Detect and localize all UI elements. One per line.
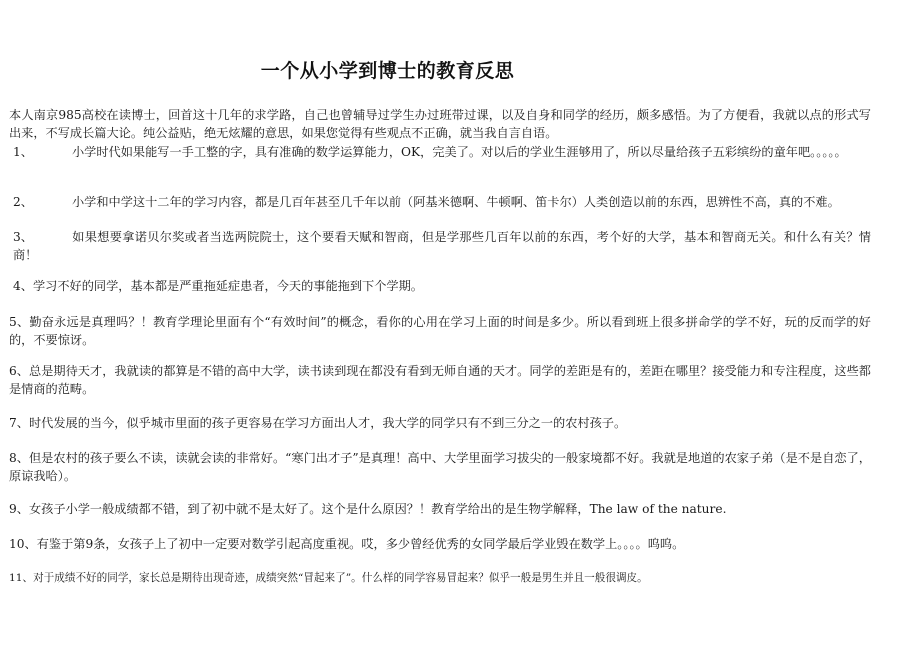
item-number: 7、 (9, 416, 29, 430)
item-number: 9、 (9, 502, 29, 516)
item-text: 时代发展的当今，似乎城市里面的孩子更容易在学习方面出人才，我大学的同学只有不到三分之一的农村孩子。 (28, 416, 627, 430)
item-text: 女孩子小学一般成绩都不错，到了初中就不是太好了。这个是什么原因？！教育学给出的是生物学解释，The law of the nature. (28, 502, 727, 516)
list-item (9, 500, 871, 518)
list-item (9, 535, 871, 553)
item-text: 有鉴于第9条，女孩子上了初中一定要对数学引起高度重视。哎，多少曾经优秀的女同学最后学业毁在数学上。。。。呜呜。 (36, 537, 685, 551)
item-text: 对于成绩不好的同学，家长总是期待出现奇迹，成绩突然“冒起来了”。什么样的同学容易冒起来？似乎一般是男生并且一般很调皮。 (33, 572, 648, 584)
list-item (9, 313, 871, 349)
list-item (9, 362, 871, 398)
item-number: 11、 (9, 572, 34, 584)
list-item (9, 414, 871, 432)
document-title: 一个从小学到博士的教育反思 (260, 60, 515, 82)
list-item (13, 228, 871, 264)
list-item (9, 569, 871, 587)
list-item (13, 143, 871, 161)
item-number: 4、 (13, 279, 33, 293)
item-text: 总是期待天才，我就读的都算是不错的高中大学，读书读到现在都没有看到无师自通的天才。同学的差距是有的，差距在哪里？接受能力和专注程度，这些都是情商的范畴。 (9, 364, 871, 396)
item-text: 但是农村的孩子要么不读，读就会读的非常好。“寒门出才子”是真理！高中、大学里面学习拔尖的一般家境都不好。我就是地道的农家子弟（是不是自恋了，原谅我哈）。 (9, 451, 871, 483)
item-text: 小学和中学这十二年的学习内容，都是几百年甚至几千年以前（阿基米德啊、牛顿啊、笛卡尔）人类创造以前的东西，思辨性不高，真的不难。 (72, 195, 840, 209)
list-item (13, 277, 871, 295)
list-item (9, 449, 871, 485)
intro-paragraph: 本人南京985高校在读博士，回首这十几年的求学路，自己也曾辅导过学生办过班带过课，以及自身和同学的经历，颇多感悟。为了方便看，我就以点的形式写出来，不写成长篇大论。纯公益贴，绝无炫耀的意思，如果您觉得有些观点不正确，就当我自言自语。 (9, 108, 871, 140)
item-number: 8、 (9, 451, 29, 465)
item-number: 5、 (9, 315, 30, 329)
item-text: 如果想要拿诺贝尔奖或者当选两院院士，这个要看天赋和智商，但是学那些几百年以前的东西，考个好的大学，基本和智商无关。和什么有关？情商！ (13, 230, 871, 262)
item-number: 2、 (13, 195, 33, 209)
list-item (13, 193, 871, 211)
item-number: 6、 (9, 364, 29, 378)
item-text: 小学时代如果能写一手工整的字，具有准确的数学运算能力，OK，完美了。对以后的学业生涯够用了，所以尽量给孩子五彩缤纷的童年吧。。。。。 (72, 145, 847, 159)
item-number: 10、 (9, 537, 37, 551)
item-number: 1、 (13, 145, 33, 159)
item-text: 学习不好的同学，基本都是严重拖延症患者，今天的事能拖到下个学期。 (32, 279, 423, 293)
item-text: 勤奋永远是真理吗？！教育学理论里面有个“有效时间”的概念，看你的心用在学习上面的时间是多少。所以看到班上很多拼命学的学不好，玩的反而学的好的，不要惊讶。 (9, 315, 871, 347)
item-number: 3、 (13, 230, 33, 244)
